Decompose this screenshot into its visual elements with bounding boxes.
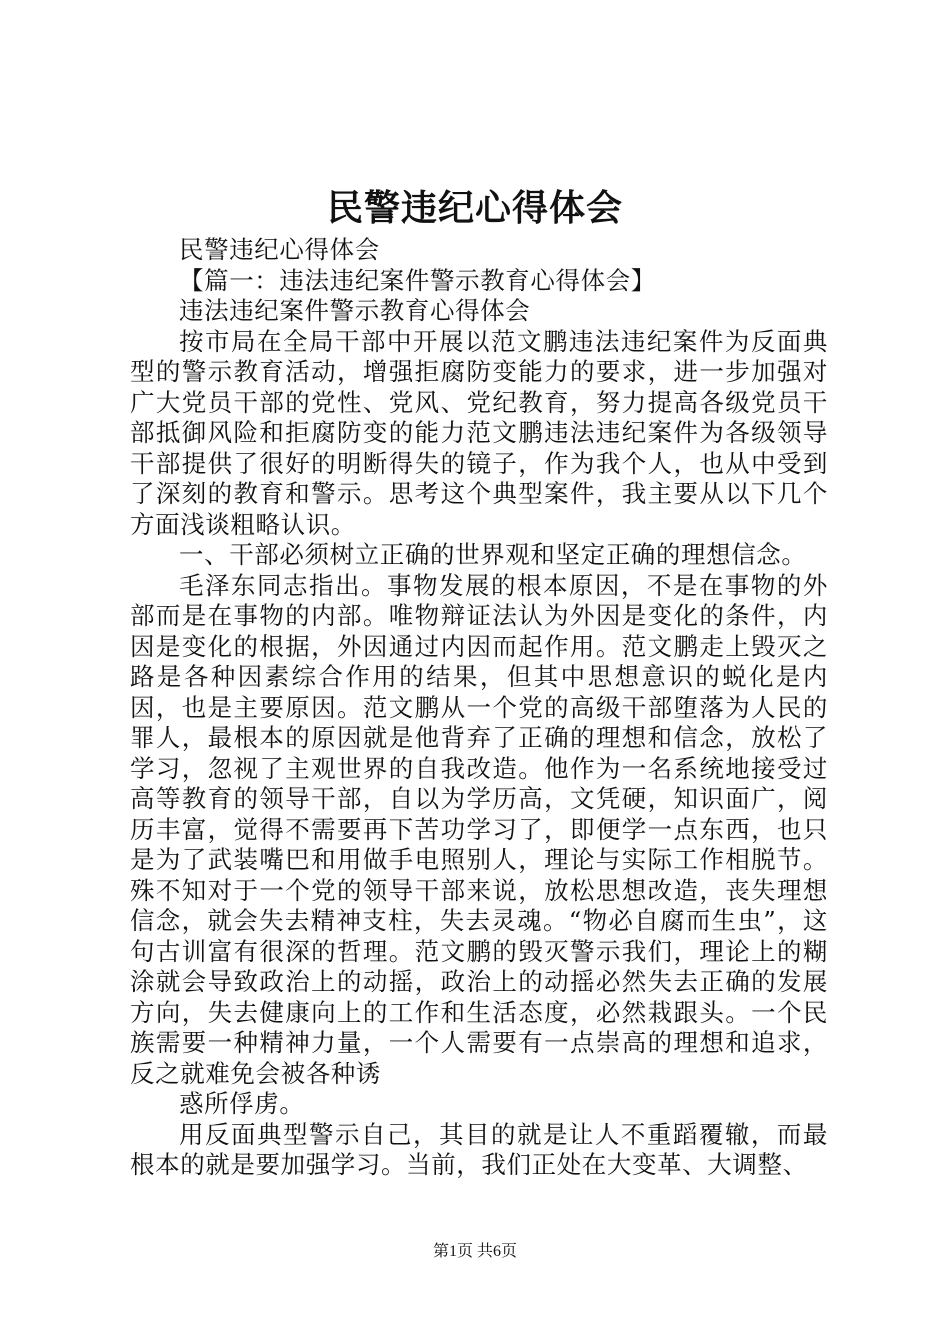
paragraph-body: 用反面典型警示自己，其目的就是让人不重蹈覆辙，而最根本的就是要加强学习。当前，我们正处在大变革、大调整、 (130, 1119, 828, 1179)
document-body (130, 235, 828, 1181)
paragraph-subtitle: 民警违纪心得体会 (179, 235, 380, 264)
page-number-footer: 第1页 共6页 (432, 1243, 517, 1260)
paragraph-intro: 按市局在全局干部中开展以范文鹏违法违纪案件为反面典型的警示教育活动，增强拒腐防变能力的要求，进一步加强对广大党员干部的党性、党风、党纪教育，努力提高各级党员干部抵御风险和拒腐防变的能力范文鹏违法违纪案件为各级领导干部提供了很好的明断得失的镜子，作为我个人，也从中受到了深刻的教育和警示。思考这个典型案件，我主要从以下几个方面浅谈粗略认识。 (130, 326, 828, 539)
paragraph-continuation: 惑所俘虏。 (179, 1089, 305, 1118)
paragraph-point-one: 一、干部必须树立正确的世界观和坚定正确的理想信念。 (179, 540, 807, 569)
paragraph-section-heading: 【篇一：违法违纪案件警示教育心得体会】 (179, 265, 656, 295)
paragraph-article-title: 违法违纪案件警示教育心得体会 (179, 296, 531, 325)
paragraph-body: 毛泽东同志指出。事物发展的根本原因，不是在事物的外部而是在事物的内部。唯物辩证法认为外因是变化的条件，内因是变化的根据，外因通过内因而起作用。范文鹏走上毁灭之路是各种因素综合作用的结果，但其中思想意识的蜕化是内因，也是主要原因。范文鹏从一个党的高级干部堕落为人民的罪人，最根本的原因就是他背弃了正确的理想和信念，放松了学习，忽视了主观世界的自我改造。他作为一名系统地接受过高等教育的领导干部，自以为学历高，文凭硬，知识面广，阅历丰富，觉得不需要再下苦功学习了，即便学一点东西，也只是为了武装嘴巴和用做手电照别人，理论与实际工作相脱节。殊不知对于一个党的领导干部来说，放松思想改造，丧失理想信念，就会失去精神支柱，失去灵魂。“物必自腐而生虫”，这句古训富有很深的哲理。范文鹏的毁灭警示我们，理论上的糊涂就会导致政治上的动摇，政治上的动摇必然失去正确的发展方向，失去健康向上的工作和生活态度，必然栽跟头。一个民族需要一种精神力量，一个人需要有一点崇高的理想和追求，反之就难免会被各种诱 (130, 570, 828, 1088)
document-title: 民警违纪心得体会 (326, 187, 623, 229)
